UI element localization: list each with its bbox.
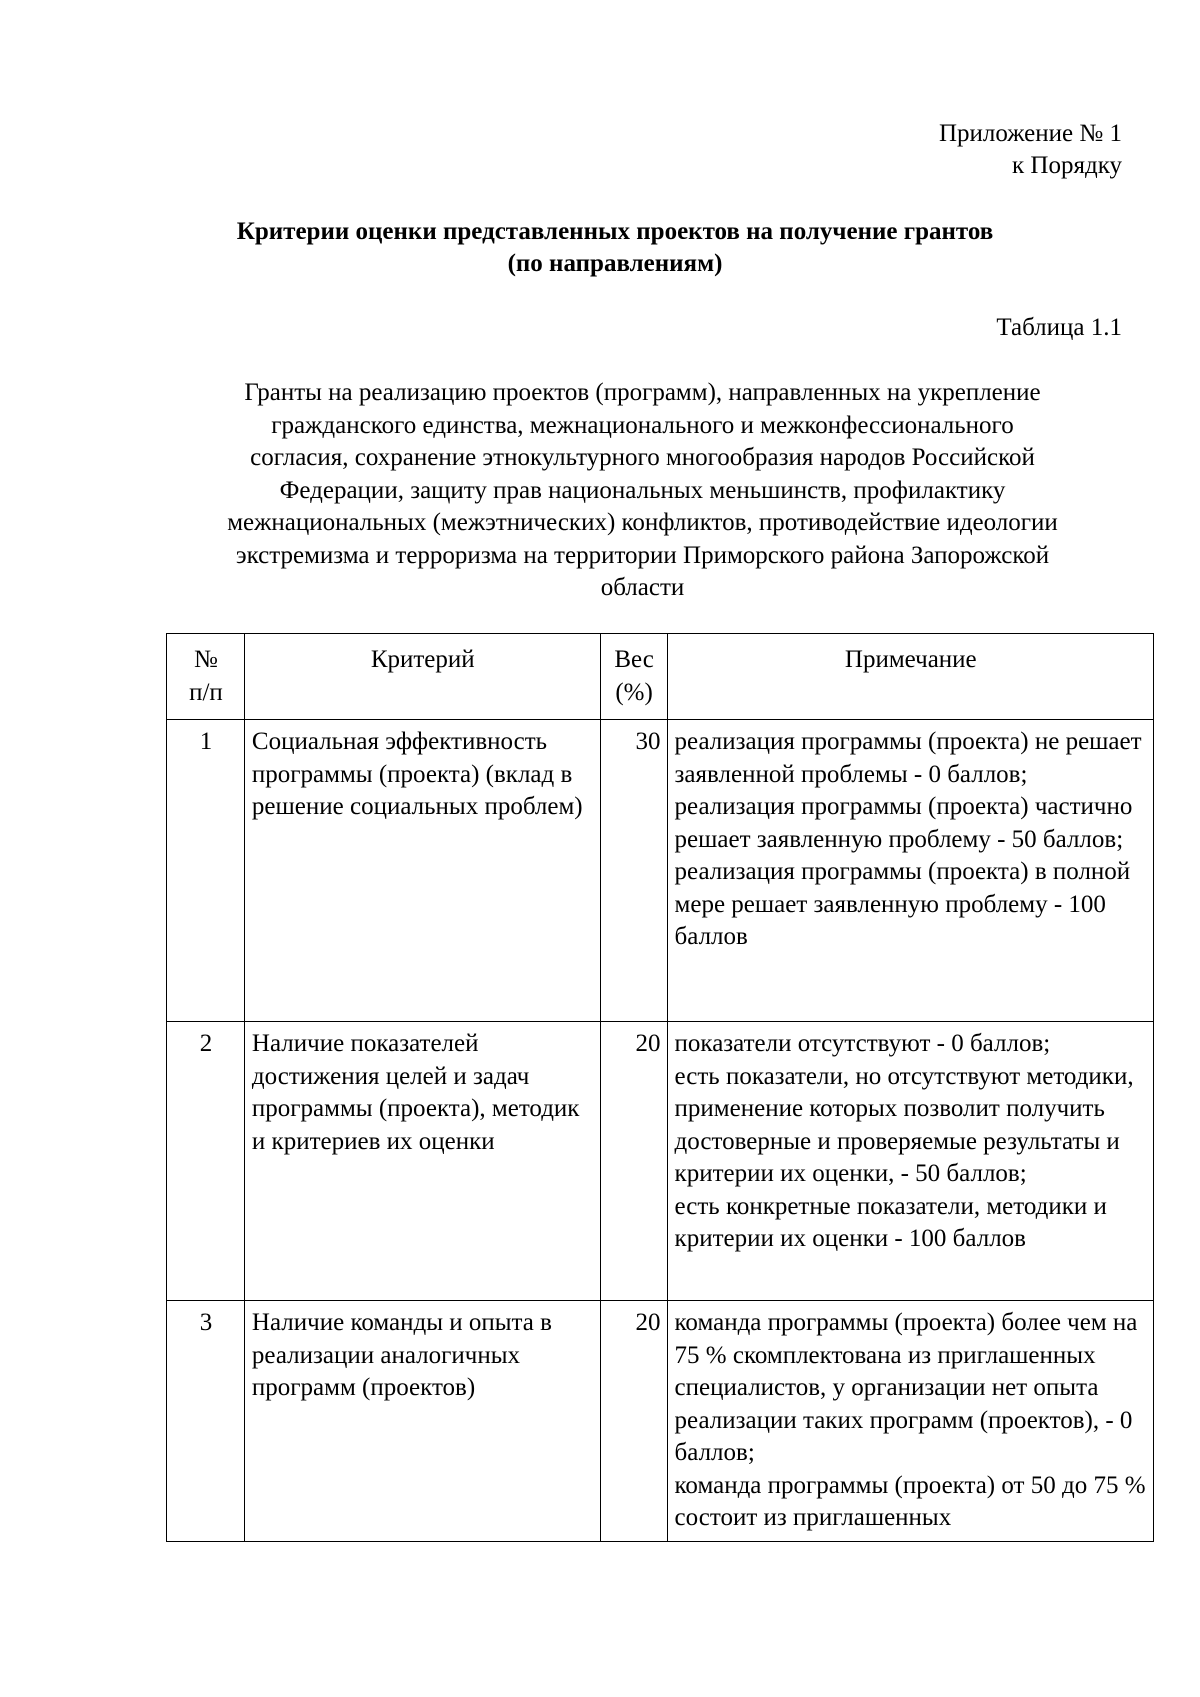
- table-label: Таблица 1.1: [996, 314, 1122, 341]
- grant-description-line: межнациональных (межэтнических) конфликтов, противодействие идеологии: [227, 509, 1058, 536]
- note-line: реализация программы (проекта) не решает заявленной проблемы - 0 баллов;: [674, 728, 1142, 788]
- row-weight: 20: [600, 1301, 667, 1542]
- header-number-sign: №: [194, 646, 218, 673]
- note-line: есть показатели, но отсутствуют методики, применение которых позволит получить достоверные и проверяемые результаты и критерии их оценки, - 50 баллов;: [674, 1062, 1134, 1187]
- row-weight: 20: [600, 1022, 667, 1301]
- row-criterion: Наличие команды и опыта в реализации аналогичных программ (проектов): [244, 1301, 600, 1542]
- header-weight-unit: (%): [615, 678, 653, 706]
- grant-description-line: экстремизма и терроризма на территории Приморского района Запорожской: [235, 541, 1050, 569]
- row-number: 3: [167, 1301, 245, 1542]
- table-row: [167, 1301, 1154, 1542]
- header-weight: [600, 634, 667, 720]
- appendix-order: к Порядку: [1012, 152, 1122, 179]
- note-line: команда программы (проекта) от 50 до 75 % состоит из приглашенных: [674, 1471, 1146, 1531]
- row-note: [667, 1301, 1153, 1542]
- row-note: [667, 720, 1153, 1022]
- note-line: реализация программы (проекта) частично решает заявленную проблему - 50 баллов;: [674, 793, 1133, 853]
- header-number: [167, 634, 245, 720]
- row-number: 1: [167, 720, 245, 1022]
- row-note: [667, 1022, 1153, 1301]
- table-row: [167, 720, 1154, 1022]
- note-line: команда программы (проекта) более чем на 75 % скомплектована из приглашенных специалистов, у организации нет опыта реализации таких программ (проектов), - 0 баллов;: [674, 1309, 1138, 1466]
- table-row: [167, 1022, 1154, 1301]
- note-line: есть конкретные показатели, методики и критерии их оценки - 100 баллов: [674, 1192, 1107, 1252]
- grant-description-line: Федерации, защиту прав национальных меньшинств, профилактику: [279, 476, 1006, 504]
- grant-description-line: Гранты на реализацию проектов (программ), направленных на укрепление: [244, 379, 1041, 406]
- header-note: Примечание: [667, 634, 1153, 720]
- document-title-line2: (по направлениям): [507, 250, 723, 277]
- document-title: [0, 216, 1200, 280]
- appendix-number: Приложение № 1: [938, 120, 1122, 147]
- document-title-line1: Критерии оценки представленных проектов на получение грантов: [236, 218, 994, 245]
- grant-description-line: гражданского единства, межнационального и межконфессионального: [271, 411, 1014, 439]
- grant-description-line: области: [600, 574, 685, 601]
- note-line: показатели отсутствуют - 0 баллов;: [674, 1030, 1051, 1057]
- grant-description: [150, 377, 1135, 605]
- header-number-pp: п/п: [189, 678, 223, 706]
- row-weight: 30: [600, 720, 667, 1022]
- criteria-table: [166, 633, 1154, 1542]
- table-header-row: [167, 634, 1154, 720]
- grant-description-line: согласия, сохранение этнокультурного многообразия народов Российской: [250, 444, 1035, 471]
- note-line: реализация программы (проекта) в полной мере решает заявленную проблему - 100 баллов: [674, 858, 1131, 950]
- row-criterion: Наличие показателей достижения целей и задач программы (проекта), методик и критериев их оценки: [244, 1022, 600, 1301]
- appendix-reference: [939, 118, 1122, 182]
- row-criterion: Социальная эффективность программы (проекта) (вклад в решение социальных проблем): [244, 720, 600, 1022]
- header-weight-label: Вес: [614, 646, 654, 673]
- header-criterion: Критерий: [244, 634, 600, 720]
- row-number: 2: [167, 1022, 245, 1301]
